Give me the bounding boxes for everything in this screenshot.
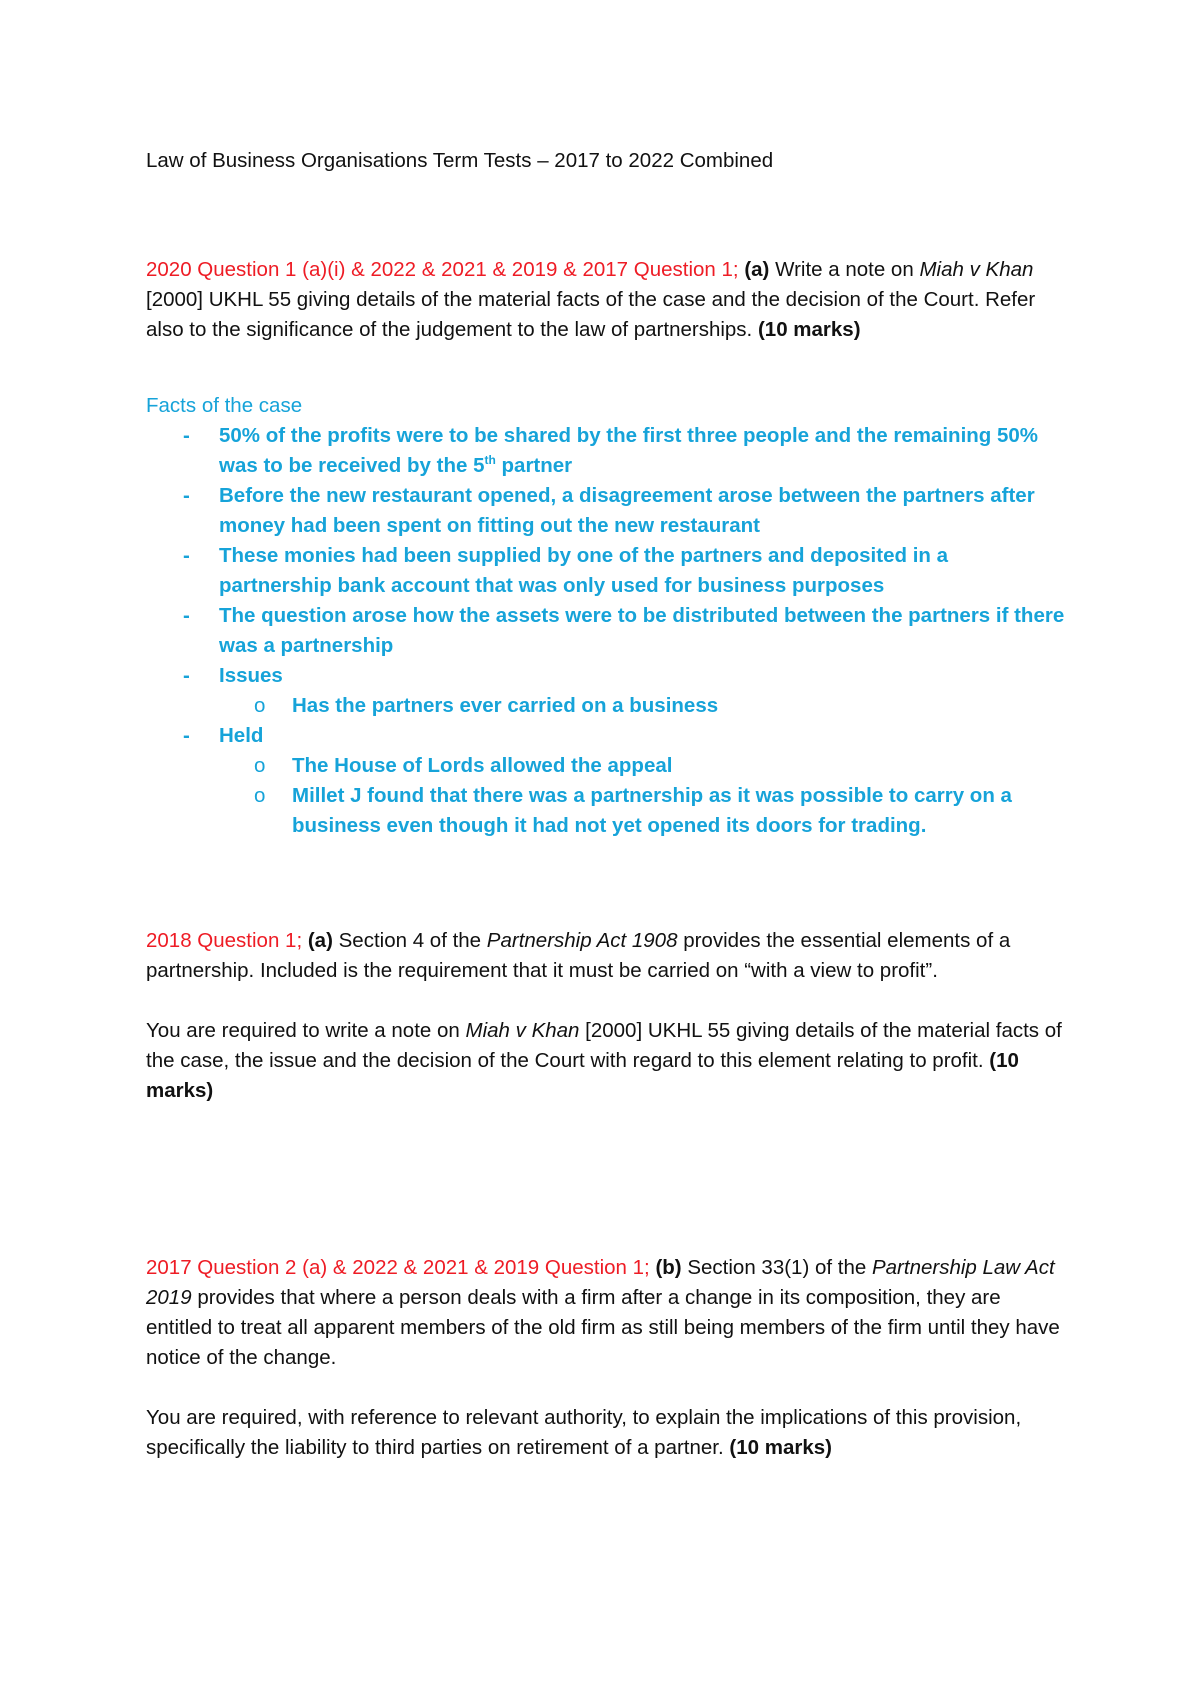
sub-list: [219, 751, 1066, 841]
list-item: [146, 481, 1066, 541]
question-1-marks: (10 marks): [757, 318, 861, 341]
question-2-case-name: Miah v Khan: [465, 1019, 580, 1042]
bullet-text: These monies had been supplied by one of the partners and deposited in a partnership bank account that was only used for business purposes: [219, 544, 949, 597]
question-2-paragraph-2: [146, 1016, 1066, 1106]
list-item: [146, 601, 1066, 661]
question-1-part: (a): [744, 258, 770, 281]
dash-marker: -: [183, 604, 190, 627]
sub-bullet-text: Millet J found that there was a partnership as it was possible to carry on a business even though it had not yet opened its doors for trading.: [292, 784, 1012, 837]
question-3-part: (b): [655, 1256, 682, 1279]
dash-marker: -: [183, 544, 190, 567]
question-2-marks: (10 marks): [146, 1049, 1019, 1102]
question-3-paragraph-2: [146, 1403, 1066, 1463]
dash-marker: -: [183, 484, 190, 507]
sub-list-item: [219, 751, 1066, 781]
question-3-instruction: You are required, with reference to relevant authority, to explain the implications of this provision, specifically the liability to third parties on retirement of a partner.: [146, 1406, 1022, 1459]
question-3-text-end: provides that where a person deals with a firm after a change in its composition, they are entitled to treat all apparent members of the old firm as still being members of the firm until they have notice of the change.: [146, 1286, 1060, 1369]
question-2-instruction-start: You are required to write a note on: [146, 1019, 460, 1042]
question-1-text-end: [2000] UKHL 55 giving details of the material facts of the case and the decision of the Court. Refer also to the significance of the judgement to the law of partnerships.: [146, 288, 1036, 341]
bullet-text: 50% of the profits were to be shared by the first three people and the remaining 50% was to be received by the 5: [219, 424, 1039, 477]
bullet-text: partner: [501, 454, 573, 477]
circle-marker: o: [254, 754, 266, 777]
question-2-part: (a): [307, 929, 333, 952]
question-2: [146, 926, 1066, 1106]
list-item: [146, 661, 1066, 721]
sub-list-item: [219, 691, 1066, 721]
dash-marker: -: [183, 424, 190, 447]
dash-marker: -: [183, 664, 190, 687]
circle-marker: o: [254, 694, 266, 717]
question-2-act-name: Partnership Act 1908: [486, 929, 678, 952]
question-3-marks: (10 marks): [729, 1436, 832, 1459]
answer-bullet-list: [146, 421, 1066, 841]
list-item: [146, 541, 1066, 601]
bullet-text: The question arose how the assets were to be distributed between the partners if there was a partnership: [219, 604, 1065, 657]
circle-marker: o: [254, 784, 266, 807]
list-item: [146, 721, 1066, 841]
question-2-paragraph-1: [146, 926, 1066, 986]
question-1-reference: 2020 Question 1 (a)(i) & 2022 & 2021 & 2019 & 2017 Question 1;: [146, 258, 739, 281]
question-2-text-end: provides the essential elements of a partnership. Included is the requirement that it must be carried on “with a view to profit”.: [146, 929, 1011, 982]
document-title: Law of Business Organisations Term Tests – 2017 to 2022 Combined: [146, 149, 774, 172]
answer-notes: [146, 391, 1066, 841]
superscript: th: [484, 453, 496, 467]
question-3-act-name: Partnership Law Act 2019: [146, 1256, 1055, 1309]
list-item: [146, 421, 1066, 481]
bullet-text: Issues: [219, 664, 283, 687]
question-2-text-start: Section 4 of the: [338, 929, 482, 952]
question-1-case-name: Miah v Khan: [919, 258, 1034, 281]
question-3-paragraph-1: [146, 1253, 1066, 1373]
question-1-text-start: Write a note on: [775, 258, 914, 281]
sub-bullet-text: Has the partners ever carried on a business: [292, 694, 719, 717]
question-2-reference: 2018 Question 1;: [146, 929, 303, 952]
question-1: [146, 255, 1066, 345]
question-3: [146, 1253, 1066, 1463]
question-3-reference: 2017 Question 2 (a) & 2022 & 2021 & 2019 Question 1;: [146, 1256, 650, 1279]
bullet-text: Held: [219, 724, 264, 747]
dash-marker: -: [183, 724, 190, 747]
sub-list-item: [219, 781, 1066, 841]
sub-list: [219, 691, 1066, 721]
sub-bullet-text: The House of Lords allowed the appeal: [292, 754, 673, 777]
question-3-text-start: Section 33(1) of the: [687, 1256, 867, 1279]
question-2-instruction-end: [2000] UKHL 55 giving details of the material facts of the case, the issue and the decision of the Court with regard to this element relating to profit.: [146, 1019, 1062, 1072]
answer-heading: Facts of the case: [146, 394, 303, 417]
bullet-text: Before the new restaurant opened, a disagreement arose between the partners after money had been spent on fitting out the new restaurant: [219, 484, 1035, 537]
